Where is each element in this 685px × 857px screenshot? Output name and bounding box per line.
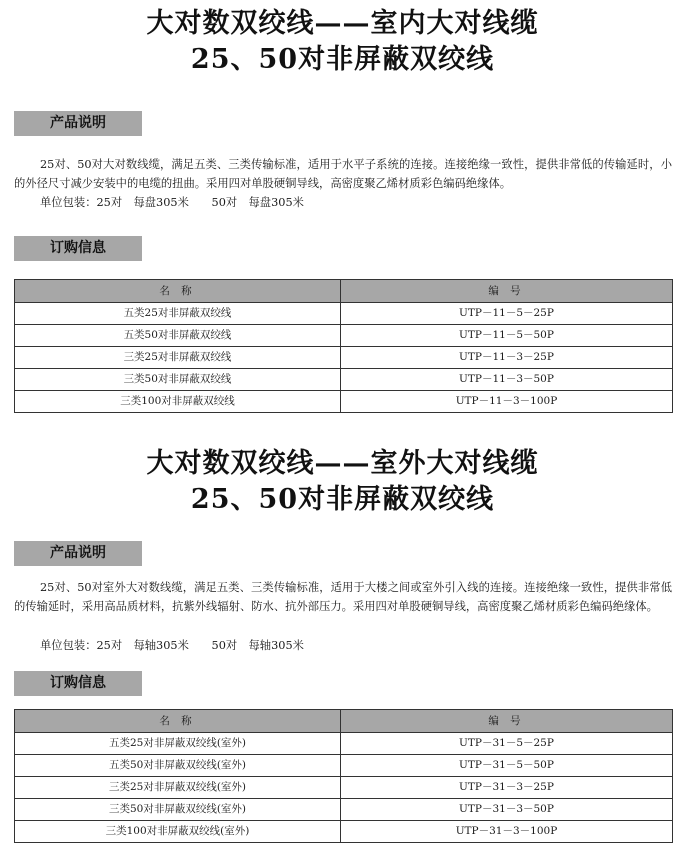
product-name: 三类100对非屏蔽双绞线 bbox=[15, 391, 341, 413]
product-name: 三类25对非屏蔽双绞线(室外) bbox=[15, 777, 341, 799]
indoor-title-line1: 大对数双绞线——室内大对线缆 bbox=[146, 8, 539, 39]
product-code: UTP－31－3－100P bbox=[341, 821, 673, 843]
indoor-order-heading: 订购信息 bbox=[14, 236, 142, 261]
column-header-code: 编 号 bbox=[341, 710, 673, 733]
table-row bbox=[15, 821, 673, 843]
column-header-name: 名 称 bbox=[15, 280, 341, 303]
product-code: UTP－31－3－50P bbox=[341, 799, 673, 821]
table-row bbox=[15, 733, 673, 755]
product-code: UTP－31－5－50P bbox=[341, 755, 673, 777]
product-name: 三类50对非屏蔽双绞线 bbox=[15, 369, 341, 391]
outdoor-description: 25对、50对室外大对数线缆，满足五类、三类传输标准，适用于大楼之间或室外引入线的连接。连接绝缘一致性，提供非常低的传输延时，采用高品质材料，抗紫外线辐射、防水、抗外部压力。采用四对单股硬铜导线，高密度聚乙烯材质彩色编码绝缘体。 bbox=[14, 581, 672, 613]
product-name: 三类50对非屏蔽双绞线(室外) bbox=[15, 799, 341, 821]
outdoor-title bbox=[0, 446, 685, 518]
product-name: 三类100对非屏蔽双绞线(室外) bbox=[15, 821, 341, 843]
table-row bbox=[15, 755, 673, 777]
product-code: UTP－11－3－25P bbox=[341, 347, 673, 369]
outdoor-product-heading: 产品说明 bbox=[14, 541, 142, 566]
indoor-packaging: 单位包装：25对 每盘305米 50对 每盘305米 bbox=[40, 196, 304, 209]
table-row bbox=[15, 347, 673, 369]
indoor-product-heading: 产品说明 bbox=[14, 111, 142, 136]
product-code: UTP－31－3－25P bbox=[341, 777, 673, 799]
column-header-code: 编 号 bbox=[341, 280, 673, 303]
column-header-name: 名 称 bbox=[15, 710, 341, 733]
product-code: UTP－11－5－25P bbox=[341, 303, 673, 325]
product-code: UTP－11－3－100P bbox=[341, 391, 673, 413]
table-row bbox=[15, 369, 673, 391]
product-name: 三类25对非屏蔽双绞线 bbox=[15, 347, 341, 369]
indoor-title-line2: 25、50对非屏蔽双绞线 bbox=[190, 44, 495, 75]
product-code: UTP－31－5－25P bbox=[341, 733, 673, 755]
outdoor-title-line1: 大对数双绞线——室外大对线缆 bbox=[146, 448, 539, 479]
table-row bbox=[15, 799, 673, 821]
product-name: 五类25对非屏蔽双绞线 bbox=[15, 303, 341, 325]
table-row bbox=[15, 303, 673, 325]
product-code: UTP－11－3－50P bbox=[341, 369, 673, 391]
outdoor-order-table bbox=[14, 709, 673, 843]
table-row bbox=[15, 391, 673, 413]
indoor-description: 25对、50对大对数线缆，满足五类、三类传输标准，适用于水平子系统的连接。连接绝缘一致性，提供非常低的传输延时，小的外径尺寸减少安装中的电缆的扭曲。采用四对单股硬铜导线，高密度聚乙烯材质彩色编码绝缘体。 bbox=[14, 158, 672, 190]
table-row bbox=[15, 777, 673, 799]
product-name: 五类25对非屏蔽双绞线(室外) bbox=[15, 733, 341, 755]
table-header-row bbox=[15, 710, 673, 733]
outdoor-packaging: 单位包装：25对 每轴305米 50对 每轴305米 bbox=[40, 639, 304, 652]
product-code: UTP－11－5－50P bbox=[341, 325, 673, 347]
table-row bbox=[15, 325, 673, 347]
table-header-row bbox=[15, 280, 673, 303]
product-name: 五类50对非屏蔽双绞线(室外) bbox=[15, 755, 341, 777]
indoor-title bbox=[0, 6, 685, 78]
indoor-order-table bbox=[14, 279, 673, 413]
product-name: 五类50对非屏蔽双绞线 bbox=[15, 325, 341, 347]
outdoor-order-heading: 订购信息 bbox=[14, 671, 142, 696]
outdoor-title-line2: 25、50对非屏蔽双绞线 bbox=[190, 484, 495, 515]
